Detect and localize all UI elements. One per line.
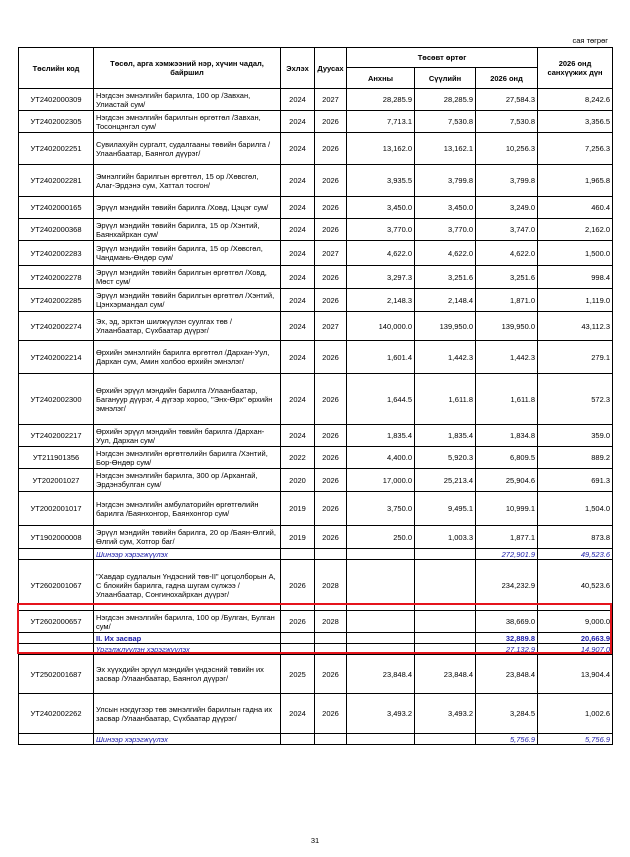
project-name: Өрхийн эрүүл мэндийн барилга /Улаанбаатар, Багануур дүүрэг, 4 дүгээр хороо, "Энх-Өрх" өрхийн эмнэлэг/: [94, 374, 281, 425]
latest-cost: 1,003.3: [415, 526, 476, 549]
header-funding-2026: 2026 онд санхүүжих дүн: [538, 48, 613, 89]
table-row: [19, 289, 613, 312]
project-code: УТ2402002300: [19, 374, 94, 425]
start-year: 2024: [281, 165, 315, 197]
start-year: [281, 549, 315, 560]
funding-2026: 873.8: [538, 526, 613, 549]
project-code: УТ2402002281: [19, 165, 94, 197]
latest-cost: 2,148.4: [415, 289, 476, 312]
end-year: 2028: [315, 560, 347, 611]
initial-cost: [347, 734, 415, 745]
cost-2026: 1,442.3: [476, 341, 538, 374]
subtotal-row: [19, 734, 613, 745]
end-year: [315, 549, 347, 560]
initial-cost: 3,450.0: [347, 197, 415, 219]
latest-cost: [415, 560, 476, 611]
initial-cost: 23,848.4: [347, 655, 415, 694]
project-name: Үргэлжлүүлэн хэрэгжүүлэх: [94, 644, 281, 655]
table-row: [19, 447, 613, 469]
initial-cost: 28,285.9: [347, 89, 415, 111]
cost-2026: 10,256.3: [476, 133, 538, 165]
cost-2026: 1,834.8: [476, 425, 538, 447]
initial-cost: 7,713.1: [347, 111, 415, 133]
end-year: [315, 734, 347, 745]
project-code: УТ2502001687: [19, 655, 94, 694]
start-year: [281, 734, 315, 745]
latest-cost: 1,611.8: [415, 374, 476, 425]
funding-2026: 13,904.4: [538, 655, 613, 694]
start-year: 2025: [281, 655, 315, 694]
project-name: Нэгдсэн эмнэлгийн барилга, 100 ор /Завхан, Улиастай сум/: [94, 89, 281, 111]
funding-2026: 20,663.9: [538, 633, 613, 644]
project-code: УТ202001027: [19, 469, 94, 492]
project-code: УТ2402000309: [19, 89, 94, 111]
funding-2026: 2,162.0: [538, 219, 613, 241]
funding-2026: 460.4: [538, 197, 613, 219]
project-code: УТ2402002262: [19, 694, 94, 734]
end-year: 2026: [315, 219, 347, 241]
project-name: Эрүүл мэндийн төвийн барилга /Ховд, Цэцэг сум/: [94, 197, 281, 219]
end-year: 2028: [315, 611, 347, 633]
cost-2026: 10,999.1: [476, 492, 538, 526]
cost-2026: 5,756.9: [476, 734, 538, 745]
start-year: 2026: [281, 560, 315, 611]
start-year: 2024: [281, 341, 315, 374]
end-year: 2026: [315, 266, 347, 289]
start-year: 2024: [281, 374, 315, 425]
project-name: Нэгдсэн эмнэлгийн амбулаторийн өргөтгөлийн барилга /Баянхонгор, Баянхонгор сум/: [94, 492, 281, 526]
page-number: 31: [310, 836, 320, 845]
subtotal-row: [19, 644, 613, 655]
table-row: [19, 165, 613, 197]
project-name: Эрүүл мэндийн төвийн барилгын өргөтгөл /Ховд, Мөст сум/: [94, 266, 281, 289]
end-year: 2026: [315, 289, 347, 312]
initial-cost: 3,750.0: [347, 492, 415, 526]
cost-2026: 3,799.8: [476, 165, 538, 197]
end-year: 2026: [315, 197, 347, 219]
funding-2026: 359.0: [538, 425, 613, 447]
latest-cost: 7,530.8: [415, 111, 476, 133]
start-year: 2024: [281, 111, 315, 133]
table-row: [19, 219, 613, 241]
latest-cost: [415, 633, 476, 644]
latest-cost: 3,799.8: [415, 165, 476, 197]
funding-2026: 279.1: [538, 341, 613, 374]
latest-cost: 13,162.1: [415, 133, 476, 165]
cost-2026: 4,622.0: [476, 241, 538, 266]
initial-cost: 3,493.2: [347, 694, 415, 734]
end-year: [315, 644, 347, 655]
initial-cost: [347, 560, 415, 611]
end-year: 2027: [315, 312, 347, 341]
initial-cost: 1,835.4: [347, 425, 415, 447]
cost-2026: 234,232.9: [476, 560, 538, 611]
latest-cost: 28,285.9: [415, 89, 476, 111]
section-row: [19, 633, 613, 644]
project-code: УТ1902000008: [19, 526, 94, 549]
funding-2026: 8,242.6: [538, 89, 613, 111]
end-year: 2026: [315, 133, 347, 165]
end-year: 2026: [315, 341, 347, 374]
project-code: [19, 549, 94, 560]
cost-2026: 6,809.5: [476, 447, 538, 469]
latest-cost: 3,770.0: [415, 219, 476, 241]
initial-cost: 250.0: [347, 526, 415, 549]
start-year: 2022: [281, 447, 315, 469]
project-code: УТ2402002278: [19, 266, 94, 289]
initial-cost: 3,297.3: [347, 266, 415, 289]
funding-2026: 889.2: [538, 447, 613, 469]
latest-cost: 139,950.0: [415, 312, 476, 341]
header-name: Төсөл, арга хэмжээний нэр, хүчин чадал, байршил: [94, 48, 281, 89]
project-name: Эх, эд, эрхтэн шилжүүлэн суулгах төв /Улаанбаатар, Сүхбаатар дүүрэг/: [94, 312, 281, 341]
project-code: УТ2402002251: [19, 133, 94, 165]
cost-2026: 27,584.3: [476, 89, 538, 111]
project-name: Улсын нэгдүгээр төв эмнэлгийн барилгын гадна их засвар /Улаанбаатар, Сүхбаатар дүүрэг/: [94, 694, 281, 734]
project-code: УТ2602001067: [19, 560, 94, 611]
funding-2026: 1,500.0: [538, 241, 613, 266]
initial-cost: 140,000.0: [347, 312, 415, 341]
funding-2026: 14,907.0: [538, 644, 613, 655]
project-name: Эрүүл мэндийн төвийн барилгын өргөтгөл /Хэнтий, Цэнхэрмандал сум/: [94, 289, 281, 312]
initial-cost: 1,644.5: [347, 374, 415, 425]
end-year: 2027: [315, 89, 347, 111]
end-year: 2026: [315, 447, 347, 469]
latest-cost: 3,493.2: [415, 694, 476, 734]
project-code: УТ2402000165: [19, 197, 94, 219]
initial-cost: 1,601.4: [347, 341, 415, 374]
project-code: УТ2402002217: [19, 425, 94, 447]
unit-label: сая төгрөг: [572, 36, 608, 45]
end-year: 2026: [315, 165, 347, 197]
project-code: УТ2602000657: [19, 611, 94, 633]
end-year: 2026: [315, 526, 347, 549]
start-year: 2024: [281, 694, 315, 734]
table-row: [19, 694, 613, 734]
project-name: Өрхийн эмнэлгийн барилга өргөтгөл /Дархан-Уул, Дархан сум, Амин холбоо өрхийн эмнэлэг/: [94, 341, 281, 374]
cost-2026: 272,901.9: [476, 549, 538, 560]
initial-cost: 13,162.0: [347, 133, 415, 165]
initial-cost: [347, 644, 415, 655]
project-code: УТ2402002285: [19, 289, 94, 312]
table-row: [19, 374, 613, 425]
cost-2026: 1,871.0: [476, 289, 538, 312]
project-code: УТ211901356: [19, 447, 94, 469]
cost-2026: 139,950.0: [476, 312, 538, 341]
funding-2026: 1,119.0: [538, 289, 613, 312]
latest-cost: 1,442.3: [415, 341, 476, 374]
table-row: [19, 492, 613, 526]
cost-2026: 27,132.9: [476, 644, 538, 655]
funding-2026: 1,002.6: [538, 694, 613, 734]
end-year: 2026: [315, 469, 347, 492]
project-name: Нэгдсэн эмнэлгийн барилга, 100 ор /Булган, Булган сум/: [94, 611, 281, 633]
project-code: УТ2002001017: [19, 492, 94, 526]
start-year: [281, 644, 315, 655]
start-year: 2024: [281, 289, 315, 312]
end-year: 2026: [315, 492, 347, 526]
start-year: 2026: [281, 611, 315, 633]
funding-2026: 1,504.0: [538, 492, 613, 526]
initial-cost: 3,935.5: [347, 165, 415, 197]
header-start: Эхлэх: [281, 48, 315, 89]
header-latest: Сүүлийн: [415, 68, 476, 89]
project-code: УТ2402002283: [19, 241, 94, 266]
latest-cost: 3,450.0: [415, 197, 476, 219]
start-year: 2019: [281, 492, 315, 526]
start-year: 2019: [281, 526, 315, 549]
project-name: Эрүүл мэндийн төвийн барилга, 20 ор /Баян-Өлгий, Өлгий сум, Хотгор баг/: [94, 526, 281, 549]
initial-cost: [347, 611, 415, 633]
latest-cost: [415, 644, 476, 655]
initial-cost: 4,622.0: [347, 241, 415, 266]
budget-table: [18, 47, 613, 745]
cost-2026: 3,747.0: [476, 219, 538, 241]
project-code: УТ2402002274: [19, 312, 94, 341]
end-year: 2026: [315, 425, 347, 447]
funding-2026: 691.3: [538, 469, 613, 492]
start-year: 2020: [281, 469, 315, 492]
latest-cost: 25,213.4: [415, 469, 476, 492]
table-row: [19, 526, 613, 549]
latest-cost: [415, 549, 476, 560]
latest-cost: 5,920.3: [415, 447, 476, 469]
table-row: [19, 469, 613, 492]
funding-2026: 43,112.3: [538, 312, 613, 341]
cost-2026: 1,877.1: [476, 526, 538, 549]
end-year: 2027: [315, 241, 347, 266]
initial-cost: 2,148.3: [347, 289, 415, 312]
table-row: [19, 655, 613, 694]
funding-2026: 40,523.6: [538, 560, 613, 611]
initial-cost: 3,770.0: [347, 219, 415, 241]
header-initial: Анхны: [347, 68, 415, 89]
project-name: Өрхийн эрүүл мэндийн төвийн барилга /Дархан-Уул, Дархан сум/: [94, 425, 281, 447]
funding-2026: 1,965.8: [538, 165, 613, 197]
cost-2026: 32,889.8: [476, 633, 538, 644]
project-code: [19, 734, 94, 745]
table-row: [19, 197, 613, 219]
table-row: [19, 133, 613, 165]
initial-cost: 17,000.0: [347, 469, 415, 492]
latest-cost: 3,251.6: [415, 266, 476, 289]
start-year: 2024: [281, 266, 315, 289]
start-year: 2024: [281, 219, 315, 241]
start-year: 2024: [281, 425, 315, 447]
end-year: 2026: [315, 655, 347, 694]
funding-2026: 7,256.3: [538, 133, 613, 165]
project-name: Нэгдсэн эмнэлгийн өргөтгөлийн барилга /Хэнтий, Бор-Өндөр сум/: [94, 447, 281, 469]
initial-cost: 4,400.0: [347, 447, 415, 469]
project-code: [19, 633, 94, 644]
table-row: [19, 111, 613, 133]
funding-2026: 998.4: [538, 266, 613, 289]
start-year: 2024: [281, 241, 315, 266]
project-code: УТ2402002214: [19, 341, 94, 374]
latest-cost: 1,835.4: [415, 425, 476, 447]
latest-cost: [415, 734, 476, 745]
table-row: [19, 266, 613, 289]
header-code: Төслийн код: [19, 48, 94, 89]
project-name: Сувилахуйн сургалт, судалгааны төвийн барилга /Улаанбаатар, Баянгол дүүрэг/: [94, 133, 281, 165]
project-code: УТ2402000368: [19, 219, 94, 241]
cost-2026: 3,284.5: [476, 694, 538, 734]
header-in-2026: 2026 онд: [476, 68, 538, 89]
funding-2026: 49,523.6: [538, 549, 613, 560]
project-name: "Хавдар судлалын Үндэсний төв-II" цогцолборын А, С блокийн барилга, гадна шугам сүлжээ /Улаанбаатар, Сонгинохайрхан дүүрэг/: [94, 560, 281, 611]
funding-2026: 572.3: [538, 374, 613, 425]
project-name: II. Их засвар: [94, 633, 281, 644]
table-row: [19, 89, 613, 111]
project-name: Эмнэлгийн барилгын өргөтгөл, 15 ор /Хөвсгөл, Алаг-Эрдэнэ сум, Хаттал тосгон/: [94, 165, 281, 197]
table-row: [19, 241, 613, 266]
project-name: Нэгдсэн эмнэлгийн барилгын өргөтгөл /Завхан, Тосонцэнгэл сум/: [94, 111, 281, 133]
start-year: 2024: [281, 197, 315, 219]
cost-2026: 3,251.6: [476, 266, 538, 289]
start-year: 2024: [281, 133, 315, 165]
table-row: [19, 341, 613, 374]
subtotal-row: [19, 549, 613, 560]
project-code: УТ2402002305: [19, 111, 94, 133]
funding-2026: 5,756.9: [538, 734, 613, 745]
end-year: 2026: [315, 374, 347, 425]
end-year: [315, 633, 347, 644]
initial-cost: [347, 633, 415, 644]
cost-2026: 25,904.6: [476, 469, 538, 492]
table-row: [19, 425, 613, 447]
project-name: Эрүүл мэндийн төвийн барилга, 15 ор /Хэнтий, Баянхайрхан сум/: [94, 219, 281, 241]
header-end: Дуусах: [315, 48, 347, 89]
cost-2026: 7,530.8: [476, 111, 538, 133]
table-row: [19, 611, 613, 633]
initial-cost: [347, 549, 415, 560]
header-cost-group: Төсөвт өртөг: [347, 48, 538, 68]
latest-cost: 23,848.4: [415, 655, 476, 694]
table-row: [19, 312, 613, 341]
cost-2026: 23,848.4: [476, 655, 538, 694]
table-body: [19, 89, 613, 745]
project-name: Эх хүүхдийн эрүүл мэндийн үндэсний төвийн их засвар /Улаанбаатар, Баянгол дүүрэг/: [94, 655, 281, 694]
project-name: Шинээр хэрэгжүүлэх: [94, 549, 281, 560]
project-name: Эрүүл мэндийн төвийн барилга, 15 ор /Хөвсгөл, Чандмань-Өндөр сум/: [94, 241, 281, 266]
latest-cost: 4,622.0: [415, 241, 476, 266]
end-year: 2026: [315, 111, 347, 133]
project-code: [19, 644, 94, 655]
project-name: Нэгдсэн эмнэлгийн барилга, 300 ор /Архангай, Эрдэнэбулган сум/: [94, 469, 281, 492]
cost-2026: 3,249.0: [476, 197, 538, 219]
latest-cost: [415, 611, 476, 633]
table-row: [19, 560, 613, 611]
end-year: 2026: [315, 694, 347, 734]
funding-2026: 3,356.5: [538, 111, 613, 133]
start-year: 2024: [281, 312, 315, 341]
funding-2026: 9,000.0: [538, 611, 613, 633]
cost-2026: 38,669.0: [476, 611, 538, 633]
start-year: [281, 633, 315, 644]
project-name: Шинээр хэрэгжүүлэх: [94, 734, 281, 745]
latest-cost: 9,495.1: [415, 492, 476, 526]
start-year: 2024: [281, 89, 315, 111]
cost-2026: 1,611.8: [476, 374, 538, 425]
